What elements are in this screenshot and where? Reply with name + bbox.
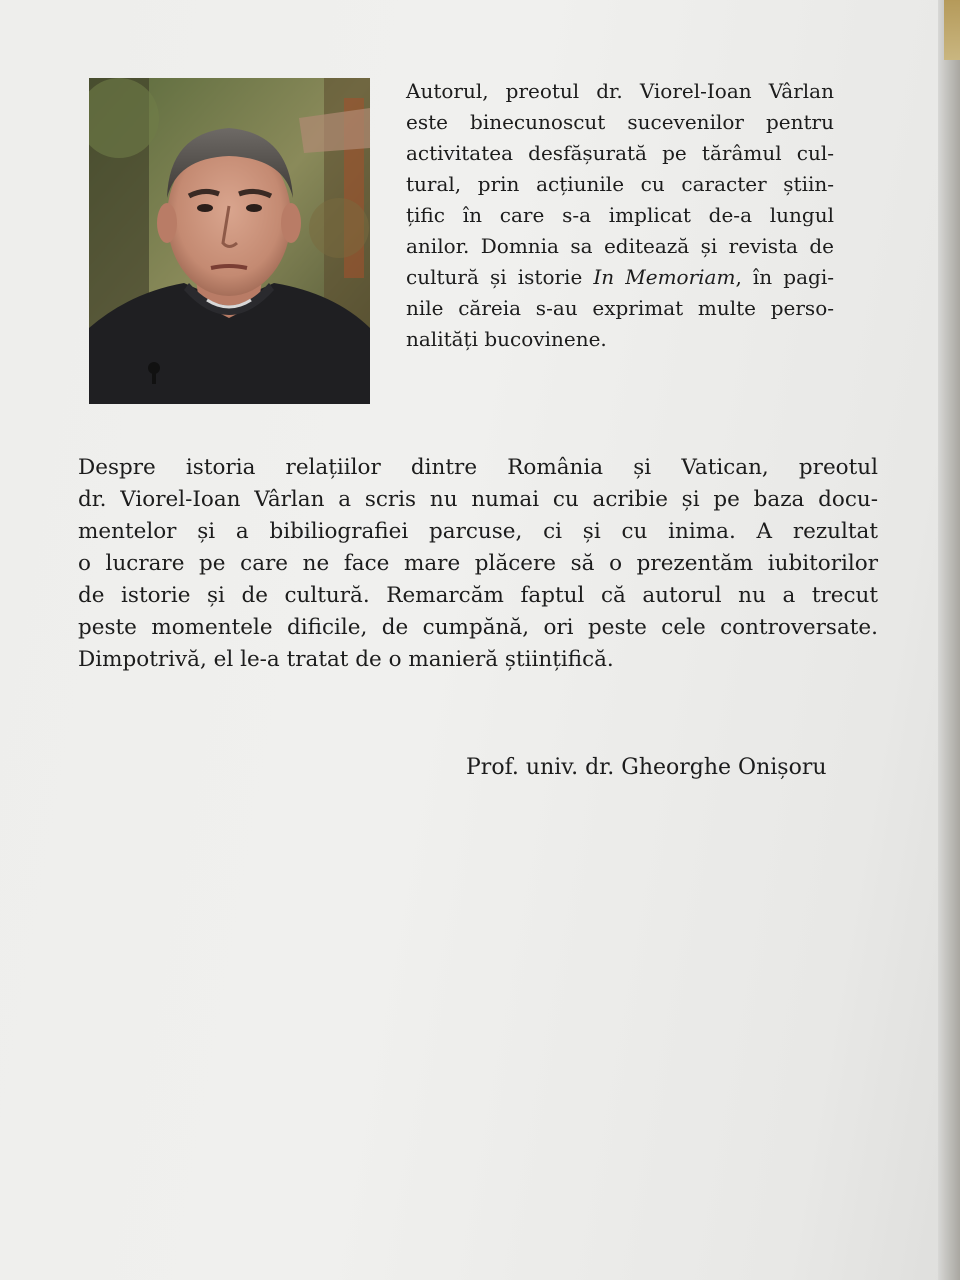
author-bio [406,76,834,355]
background-strip [944,0,960,60]
journal-title: In Memoriam [593,265,736,289]
bio-line: Autorul, preotul dr. Viorel-Ioan Vârlan [406,79,834,103]
page-edge [938,0,960,1280]
bio-line [406,262,834,293]
bio-line: anilor. Domnia sa editează și revista de [406,234,834,258]
bio-line-text: cultură și istorie [406,265,594,289]
review-line: mentelor și a bibiliografiei parcuse, ci și cu inima. A rezultat [78,519,878,544]
bio-line: tural, prin acțiunile cu caracter știin- [406,172,834,196]
review-line: peste momentele dificile, de cumpănă, ori peste cele controversate. [78,615,878,640]
bio-line-text: , în pagi- [735,265,834,289]
review-line: de istorie și de cultură. Remarcăm faptul că autorul nu a trecut [78,583,878,608]
bio-line: țific în care s-a implicat de-a lungul [406,203,834,227]
review-line: dr. Viorel-Ioan Vârlan a scris nu numai cu acribie și pe baza docu- [78,487,878,512]
review-line: Dimpotrivă, el le-a tratat de o manieră științifică. [78,647,614,672]
review-signature: Prof. univ. dr. Gheorghe Onișoru [466,755,827,780]
review-line: Despre istoria relațiilor dintre România și Vatican, preotul [78,455,878,480]
bio-line: activitatea desfășurată pe tărâmul cul- [406,141,834,165]
review-line: o lucrare pe care ne face mare plăcere să o prezentăm iubitorilor [78,551,878,576]
bio-line: este binecunoscut sucevenilor pentru [406,110,834,134]
bio-line: nalități bucovinene. [406,327,607,351]
bio-line: nile căreia s-au exprimat multe perso- [406,296,834,320]
review-paragraph [78,452,878,676]
author-portrait [89,78,370,404]
